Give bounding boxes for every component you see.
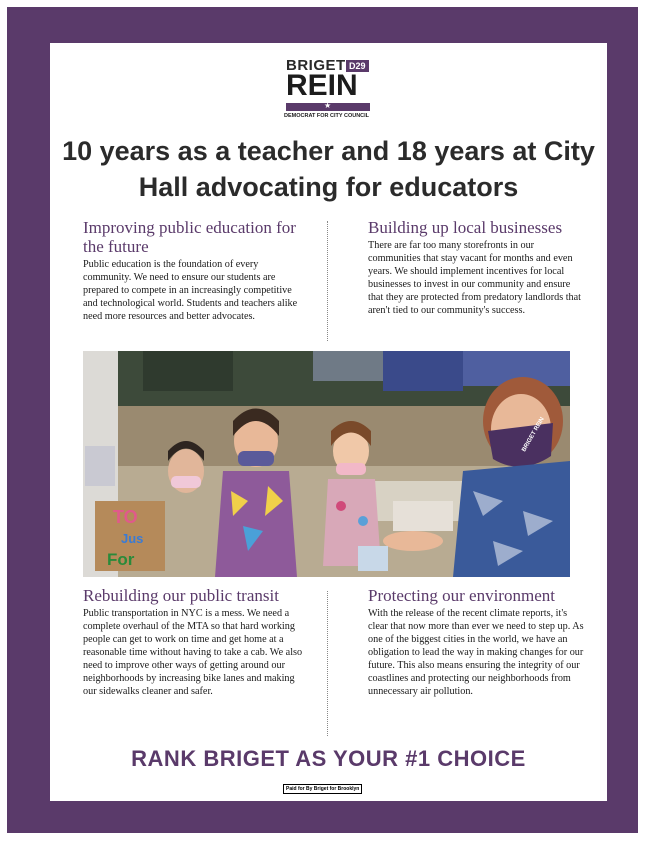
section-title: Rebuilding our public transit	[83, 586, 279, 605]
section-title: Improving public education for the future	[83, 218, 296, 256]
column-divider	[327, 221, 328, 341]
flyer-sheet	[50, 43, 607, 801]
section-education	[83, 218, 303, 323]
campaign-photo	[83, 351, 570, 577]
headline: 10 years as a teacher and 18 years at City Hall advocating for educators	[62, 136, 595, 202]
section-environment	[368, 586, 588, 698]
section-title: Building up local businesses	[368, 218, 563, 237]
sign-word-1: TO	[113, 507, 138, 527]
section-body: With the release of the recent climate reports, it's clear that now more than ever we need to step up. As one of the biggest cities in the world, we have an obligation to lead the way in making changes for our future. This also means ensuring the integrity of our coastlines and protecting our neighborhoods from unnecessary air pollution.	[368, 608, 584, 697]
logo-tagline: DEMOCRAT FOR CITY COUNCIL	[284, 113, 370, 119]
section-body: Public transportation in NYC is a mess. We need a complete overhaul of the MTA so that hard working people can get to work on time and get home at a reasonable time without having to take a cab. We also need to improve other ways of getting around our neighborhoods by increasing bike lanes and making our sidewalks cleaner and safer.	[83, 608, 303, 697]
section-businesses	[368, 218, 588, 317]
purple-border-frame	[7, 7, 638, 833]
mask-logo-text: BRIGET REIN	[521, 416, 546, 453]
star-icon: ★	[324, 101, 332, 110]
section-body: Public education is the foundation of every community. We need to ensure our students are prepared to compete in an increasingly competitive and technological world. Students and teachers alike need more resources and better advocates.	[83, 259, 298, 322]
section-body: There are far too many storefronts in our communities that stay vacant for months and even years. We should implement incentives for local businesses to invest in our community and ensure that they are protected from predatory landlords that aren't tied to our community's success.	[368, 240, 582, 316]
logo-district-badge: D29	[346, 60, 369, 72]
section-transit	[83, 586, 303, 698]
logo-first-name: BRIGET	[286, 57, 346, 74]
section-title: Protecting our environment	[368, 586, 555, 605]
column-divider	[327, 591, 328, 736]
paid-for-disclaimer: Paid for By Briget for Brooklyn	[283, 784, 362, 794]
sign-word-2: Jus	[121, 531, 144, 546]
call-to-action: RANK BRIGET AS YOUR #1 CHOICE	[131, 746, 526, 771]
logo-last-name: REIN	[286, 69, 358, 102]
sign-word-3: For	[107, 550, 135, 569]
